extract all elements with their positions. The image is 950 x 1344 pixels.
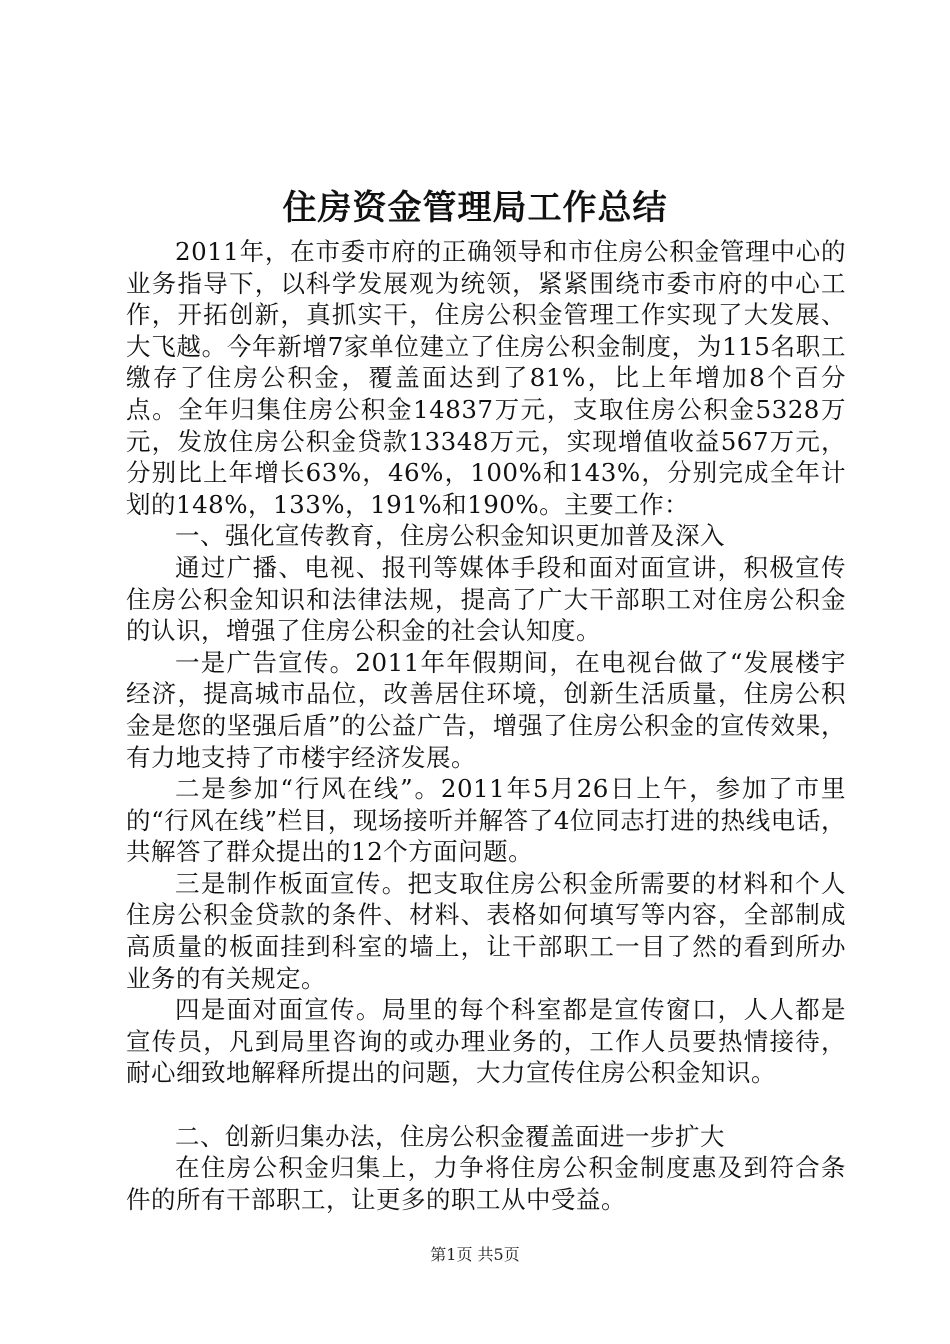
paragraph-section-2-summary: 在住房公积金归集上，力争将住房公积金制度惠及到符合条件的所有干部职工，让更多的职工从中受益。 xyxy=(126,1153,846,1214)
paragraph-advertising: 一是广告宣传。2011年年假期间，在电视台做了“发展楼宇经济，提高城市品位，改善居住环境，创新生活质量，住房公积金是您的坚强后盾”的公益广告，增强了住房公积金的宣传效果，有力地支持了市楼宇经济发展。 xyxy=(126,647,846,772)
document-title: 住房资金管理局工作总结 xyxy=(282,188,668,228)
page-number-footer: 第1页 共5页 xyxy=(430,1245,520,1264)
paragraph-spacer xyxy=(126,1089,846,1121)
document-body xyxy=(126,236,846,1215)
section-heading-2: 二、创新归集办法，住房公积金覆盖面进一步扩大 xyxy=(175,1121,725,1151)
paragraph-board-display: 三是制作板面宣传。把支取住房公积金所需要的材料和个人住房公积金贷款的条件、材料、表格如何填写等内容，全部制成高质量的板面挂到科室的墙上，让干部职工一目了然的看到所办业务的有关规定。 xyxy=(126,868,846,993)
paragraph-intro: 2011年，在市委市府的正确领导和市住房公积金管理中心的业务指导下，以科学发展观为统领，紧紧围绕市委市府的中心工作，开拓创新，真抓实干，住房公积金管理工作实现了大发展、大飞越。今年新增7家单位建立了住房公积金制度，为115名职工缴存了住房公积金，覆盖面达到了81%，比上年增加8个百分点。全年归集住房公积金14837万元，支取住房公积金5328万元，发放住房公积金贷款13348万元，实现增值收益567万元，分别比上年增长63%，46%，100%和143%，分别完成全年计划的148%，133%，191%和190%。主要工作： xyxy=(126,237,846,519)
paragraph-section-1-summary: 通过广播、电视、报刊等媒体手段和面对面宣讲，积极宣传住房公积金知识和法律法规，提高了广大干部职工对住房公积金的认识，增强了住房公积金的社会认知度。 xyxy=(126,552,846,646)
section-heading-1: 一、强化宣传教育，住房公积金知识更加普及深入 xyxy=(175,521,725,551)
paragraph-face-to-face: 四是面对面宣传。局里的每个科室都是宣传窗口，人人都是宣传员，凡到局里咨询的或办理业务的，工作人员要热情接待，耐心细致地解释所提出的问题，大力宣传住房公积金知识。 xyxy=(126,995,846,1088)
paragraph-hotline: 二是参加“行风在线”。2011年5月26日上午，参加了市里的“行风在线”栏目，现场接听并解答了4位同志打进的热线电话，共解答了群众提出的12个方面问题。 xyxy=(126,774,846,867)
